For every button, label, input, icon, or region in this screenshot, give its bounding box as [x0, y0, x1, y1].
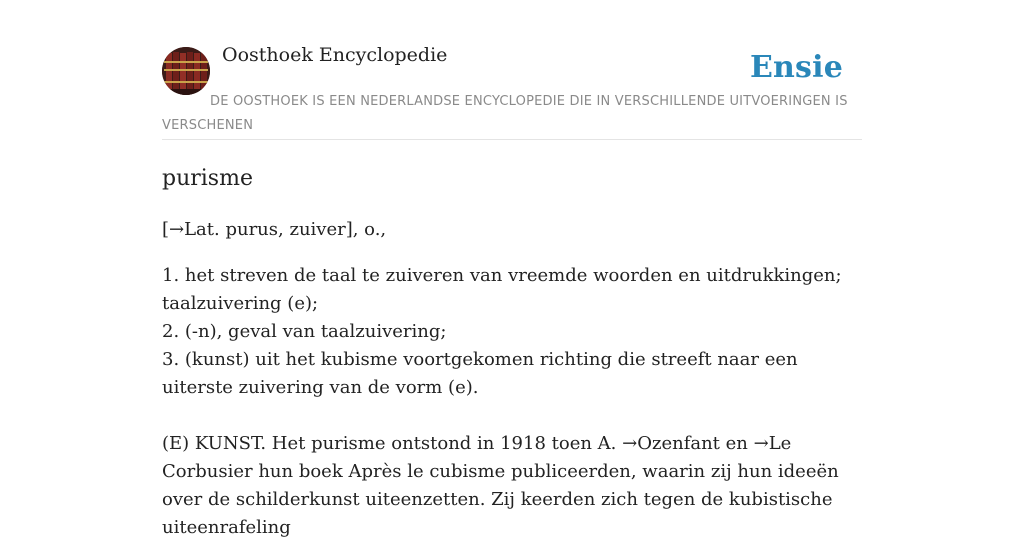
- body-text-part: hun boek Après le cubisme publiceerden, waarin zij hun ideeën over de schilderkunst uiteenzetten. Zij keerden zich tegen de kubistische uiteenrafeling: [162, 461, 839, 538]
- site-title-link[interactable]: Oosthoek Encyclopedie: [222, 44, 448, 66]
- ensie-brand-link[interactable]: Ensie: [749, 50, 843, 85]
- site-header: [162, 0, 862, 140]
- body-text-part: en: [719, 433, 754, 454]
- site-logo-avatar[interactable]: [162, 47, 210, 95]
- books-icon: [162, 47, 210, 95]
- entry-body: [162, 430, 862, 542]
- ozenfant-link[interactable]: →Ozenfant: [622, 433, 720, 454]
- definition-item: 1. het streven de taal te zuiveren van vreemde woorden en uitdrukkingen; taalzuivering (e);: [162, 265, 842, 314]
- page: [162, 0, 862, 542]
- definition-item: 3. (kunst) uit het kubisme voortgekomen richting die streeft naar een uiterste zuivering van de vorm (e).: [162, 349, 798, 398]
- entry-definitions: [162, 262, 862, 402]
- body-text-part: (E) KUNST. Het purisme ontstond in 1918 toen A.: [162, 433, 623, 454]
- le-corbusier-link[interactable]: →Le Corbusier: [162, 433, 792, 482]
- entry-headword: purisme: [162, 166, 253, 191]
- entry-etymology: [→Lat. purus, zuiver], o.,: [162, 219, 387, 240]
- definition-item: 2. (-n), geval van taalzuivering;: [162, 321, 447, 342]
- site-tagline: DE OOSTHOEK IS EEN NEDERLANDSE ENCYCLOPEDIE DIE IN VERSCHILLENDE UITVOERINGEN IS VERSCHENEN: [162, 94, 848, 133]
- entry-content: [162, 164, 862, 542]
